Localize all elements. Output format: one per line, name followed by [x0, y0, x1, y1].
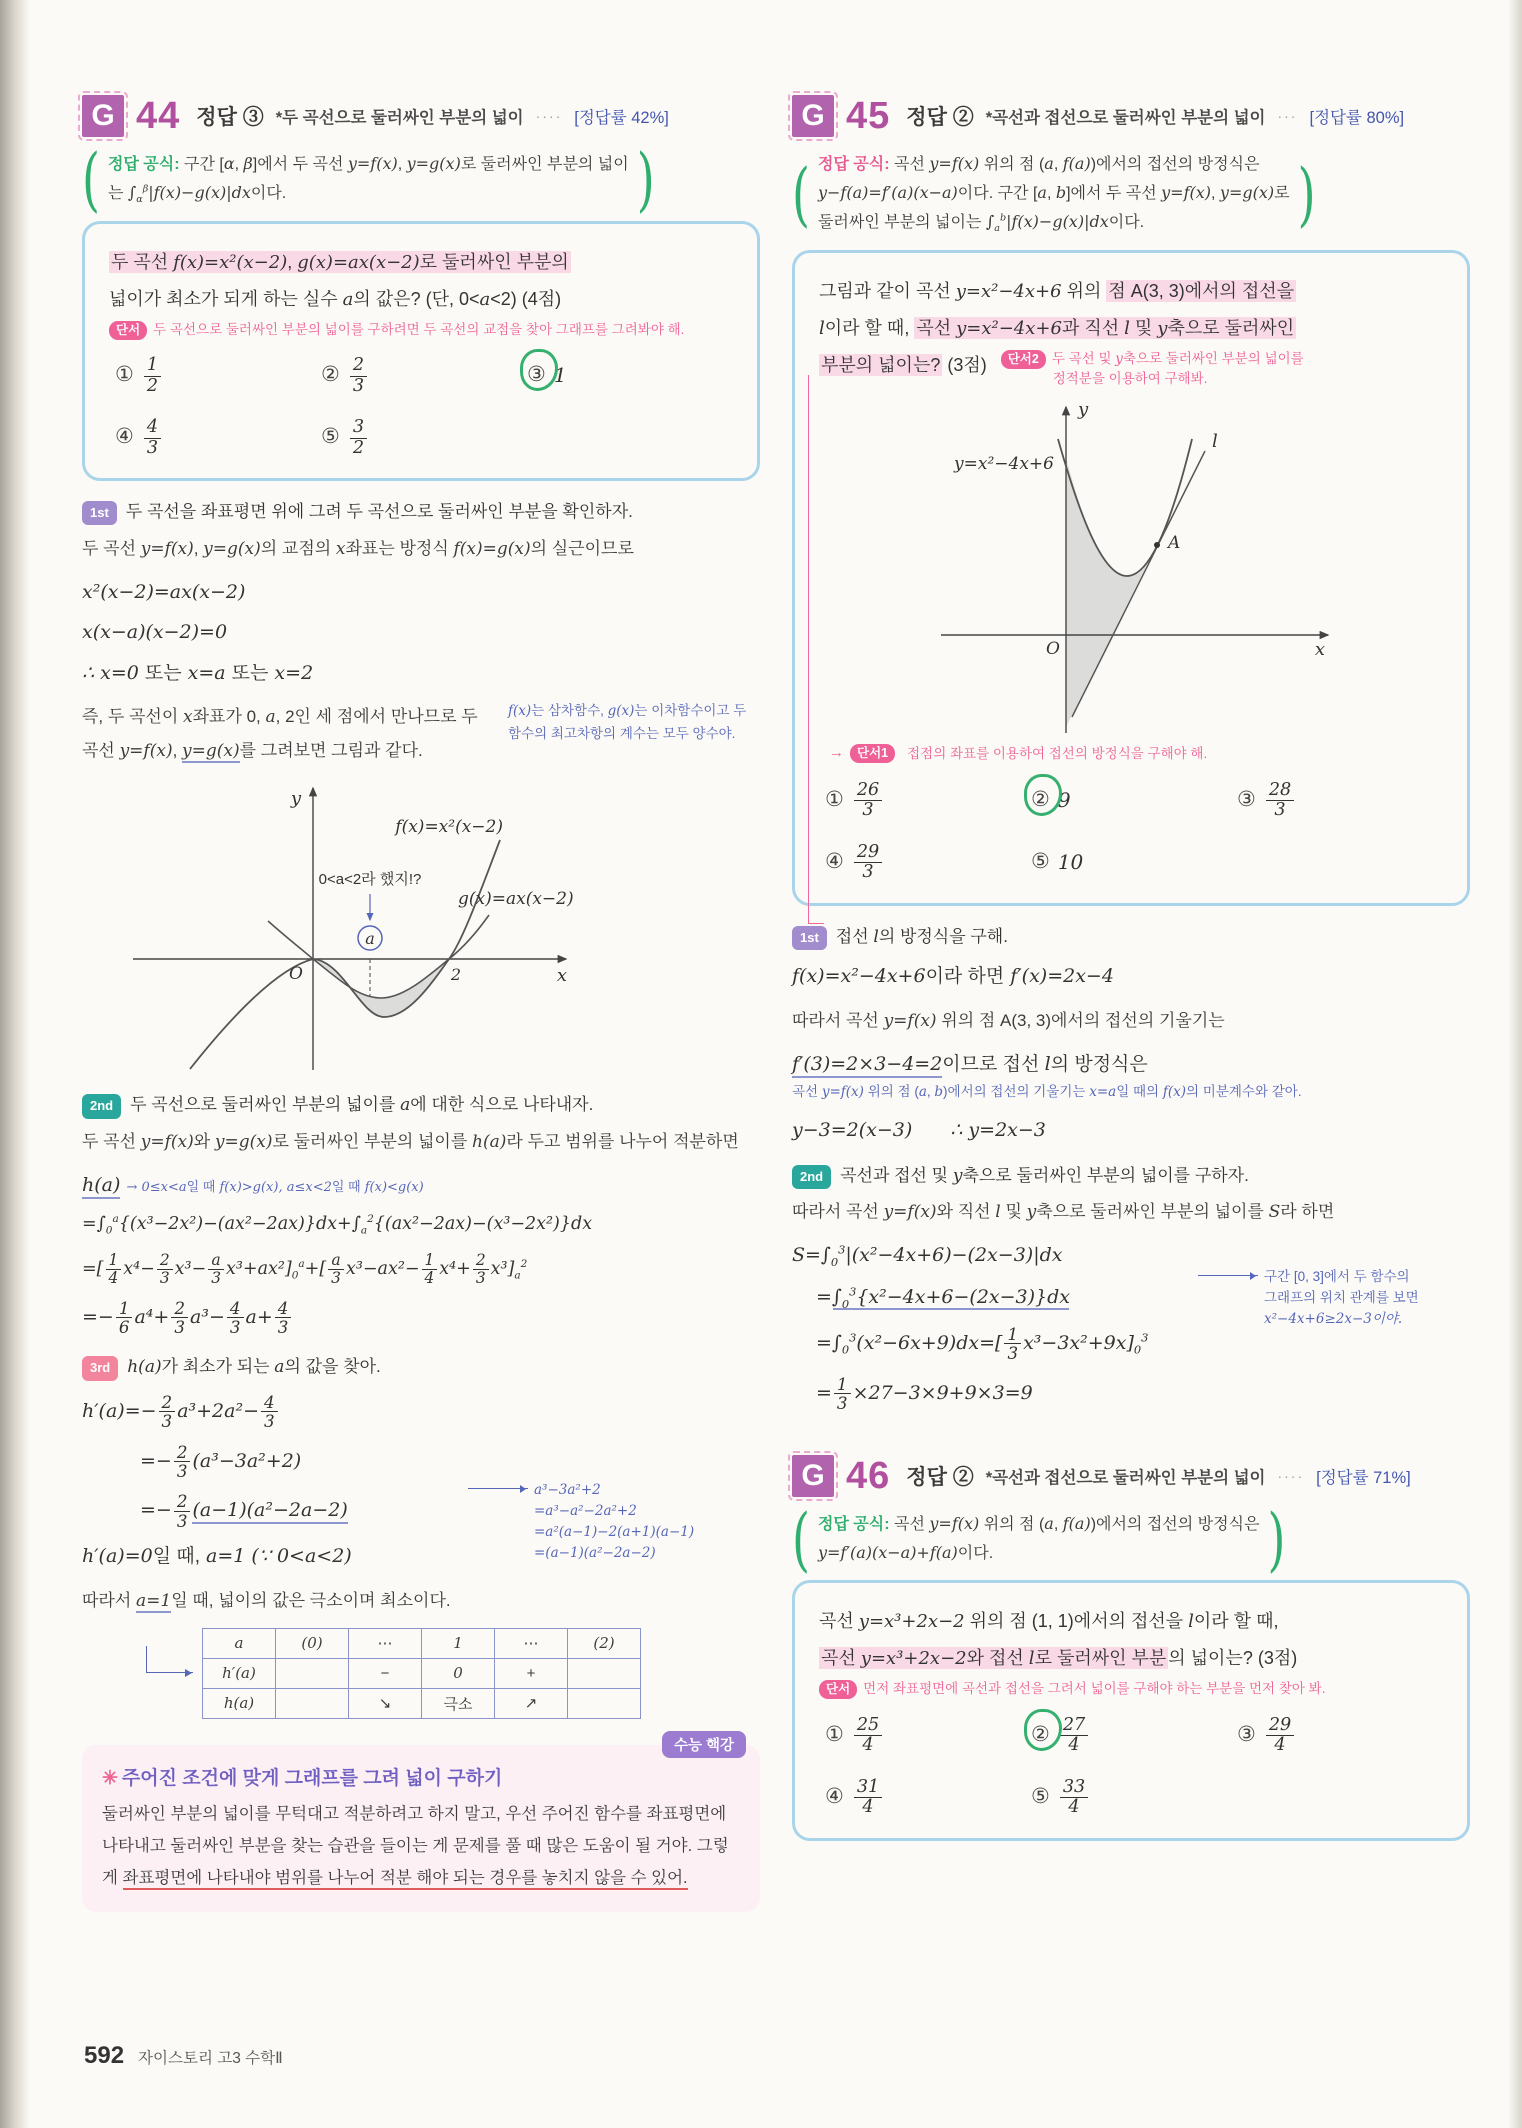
g44-equation: x²(x−2)=ax(x−2): [82, 580, 246, 603]
y-axis-label: y: [1078, 399, 1089, 421]
g44-problem-box: [82, 221, 760, 481]
option: ④ $\frac{29}{3}$: [825, 841, 1031, 883]
origin-label: O: [1046, 639, 1060, 660]
shaded-region: [1066, 457, 1157, 727]
g45-problem-line1: 그림과 같이 곡선 y=x²−4x+6 위의 점 A(3, 3)에서의 접선을: [819, 280, 1295, 302]
formula-line1: 구간 [α, β]에서 두 곡선 y=f(x), y=g(x)로 둘러싸인 부분의 넓이: [184, 154, 629, 173]
option: ⑤ $\frac{3}{2}$: [321, 416, 527, 458]
g46-problem-box: [792, 1580, 1470, 1840]
formula-bracket-open: (: [792, 1498, 810, 1580]
g44-paragraph: 두 곡선 y=f(x), y=g(x)의 교점의 x좌표는 방정식 f(x)=g(x)의 실근이므로: [82, 538, 634, 559]
g46-clue: 단서 먼저 좌표평면에 곡선과 접선을 그려서 넓이를 구해야 하는 부분을 먼저 찾아 봐.: [819, 1679, 1443, 1699]
g46-formula-text: [818, 1510, 1260, 1568]
g46-header: [792, 1452, 1470, 1500]
g44-paragraph-with-note: f(x)는 삼차함수, g(x)는 이차함수이고 두 함수의 최고차항의 계수는 모두 양수야. 즉, 두 곡선이 x좌표가 0, a, 2인 세 점에서 만나므로 두 곡선 y=f(x), y=g(x)를 그려보면 그림과 같다.: [82, 700, 760, 768]
g44-paragraph: 두 곡선 y=f(x)와 y=g(x)로 둘러싸인 부분의 넓이를 h(a)라 두고 범위를 나누어 적분하면: [82, 1131, 739, 1152]
g44-derivative3: =− $\frac{2}{3}$ (a−1)(a²−2a−2): [140, 1491, 348, 1531]
haekgang-body: 둘러싸인 부분의 넓이를 무턱대고 적분하려고 하지 말고, 우선 주어진 함수를 좌표평면에 나타내고 둘러싸인 부분을 찾는 습관을 들이는 게 문제를 풀 때 많은 도움이 될 거야. 그렇게 좌표평면에 나타내야 범위를 나누어 적분 해야 되는 경우를 놓치지 않을 수 있어.: [102, 1798, 740, 1895]
callout-label: 0<a<2라 했지!?: [318, 871, 422, 889]
formula-line1: 곡선 y=f(x) 위의 점 (a, f(a))에서의 접선의 방정식은: [894, 154, 1260, 173]
formula-bracket-close: ): [1297, 153, 1316, 235]
clue1-badge: 단서1: [850, 744, 895, 763]
option: ⑤ 10: [1031, 849, 1084, 874]
right-column: [792, 92, 1470, 1845]
option: ④ $\frac{4}{3}$: [115, 416, 321, 458]
g44-answer-rate: [정답률 42%]: [574, 109, 669, 127]
formula-line2: y−f(a)=f′(a)(x−a)이다. 구간 [a, b]에서 두 곡선 y=f(x), y=g(x)로: [817, 183, 1290, 202]
haekgang-heading: ✳ 주어진 조건에 맞게 그래프를 그려 넓이 구하기: [102, 1767, 503, 1789]
g45-problem-line2: l이라 할 때, 곡선 y=x²−4x+6과 직선 l 및 y축으로 둘러싸인: [819, 317, 1295, 339]
g44-formula-box: [82, 138, 760, 220]
clue-badge: 단서: [819, 1680, 857, 1699]
formula-line2: y=f′(a)(x−a)+f(a)이다.: [817, 1543, 994, 1563]
g45-formula-text: [818, 150, 1290, 238]
g45-problem-line3-row: [819, 347, 1443, 394]
x-axis-label: x: [1314, 639, 1326, 661]
g46-dots: ····: [1277, 1468, 1305, 1485]
side-calc-arrow: [468, 1488, 528, 1503]
g46-formula-box: [792, 1498, 1470, 1580]
g44-answer-label: 정답 ③: [196, 106, 264, 129]
g44-integral1: $=\int_0^a\{(x^3-2x^2)-(ax^2-2ax)\}dx+\int_a^2\{(ax^2-2ax)-(x^3-2x^2)\}dx$: [82, 1213, 593, 1237]
g44-section-badge: G: [82, 95, 124, 137]
g45-integral3: $=\int_0^3(x^2-6x+9)dx=$[ $\frac{1}{3}$ $x^3-3x^2+9x]_0^3$: [816, 1323, 1149, 1364]
g46-number: 46: [846, 1454, 891, 1497]
point-A: [1154, 542, 1160, 548]
g-curve-label: g(x)=ax(x−2): [458, 889, 574, 910]
g44-variation-table: a (0) ⋯ 1 ⋯ (2) h′(a) − 0 + h(a) ↘ 극소 ↗: [202, 1628, 641, 1719]
g44-side-calculation: a³−3a²+2 =a³−a²−2a²+2 =a²(a−1)−2(a+1)(a−1) =(a−1)(a²−2a−2): [534, 1480, 766, 1564]
formula-line2: 는 $\int_\alpha^\beta|f(x)-g(x)|dx$이다.: [107, 183, 287, 206]
step3-title: h(a)가 최소가 되는 a의 값을 찾아.: [127, 1357, 381, 1378]
option: ⑤ $\frac{33}{4}$: [1031, 1776, 1237, 1818]
g45-formula-box: [792, 150, 1470, 238]
formula-label: 정답 공식:: [817, 1516, 890, 1534]
g46-problem-line2: 곡선 y=x³+2x−2와 접선 l로 둘러싸인 부분 의 넓이는? (3점): [821, 1648, 1298, 1670]
step2-badge: 2nd: [792, 1165, 831, 1189]
g44-dots: ····: [535, 108, 563, 124]
g45-number: 45: [846, 94, 891, 137]
g45-step1: [792, 924, 1470, 950]
formula-bracket-close: ): [1267, 1498, 1286, 1580]
g45-integral2: $=\int_0^3\{x^2-4x+6-(2x-3)\}dx$: [816, 1284, 1071, 1311]
option: ③ $\frac{29}{4}$: [1237, 1714, 1443, 1756]
g45-clue1: → 단서1 접점의 좌표를 이용하여 접선의 방정식을 구해야 해.: [829, 742, 1443, 765]
asterisk-icon: ✳: [102, 1767, 118, 1789]
g44-clue: [109, 320, 733, 340]
curve-label: y=x²−4x+6: [954, 454, 1054, 475]
g44-graph: [118, 774, 588, 1074]
g45-dots: ···: [1277, 108, 1298, 124]
haekgang-badge: 수능 핵강: [662, 1731, 746, 1758]
option-correct: ③ 1: [527, 354, 733, 396]
g44-number: 44: [136, 94, 181, 137]
g44-conclusion: 따라서 a=1일 때, 넓이의 값은 극소이며 최소이다.: [82, 1590, 451, 1611]
step1-badge: 1st: [792, 926, 827, 950]
clue1-arrow: →: [829, 744, 844, 762]
g44-integral3: =− $\frac{1}{6}$ a⁴+ $\frac{2}{3}$ a³− $\frac{4}{3}$ a+ $\frac{4}{3}$: [82, 1299, 760, 1337]
g44-integral2: =[ $\frac{1}{4}$ x⁴− $\frac{2}{3}$ x³− $\frac{a}{3}$ $x^3+ax^2]_0^a+$[ $\frac{a}{3}$ x³−ax²− $\frac{1}{4}$ x⁴+ $\frac{2}{3}$ $x^3]_a^2$: [82, 1250, 528, 1287]
option: ④ $\frac{31}{4}$: [825, 1776, 1031, 1818]
step1-badge: 1st: [82, 501, 117, 525]
g46-problem-line1: 곡선 y=x³+2x−2 위의 점 (1, 1)에서의 접선을 l이라 할 때,: [819, 1611, 1279, 1633]
formula-line1: 곡선 y=f(x) 위의 점 (a, f(a))에서의 접선의 방정식은: [894, 1514, 1260, 1534]
formula-label: 정답 공식:: [817, 156, 890, 173]
formula-bracket-close: ): [636, 138, 655, 220]
g45-equation: f′(3)=2×3−4=2이므로 접선 l의 방정식은: [792, 1050, 1470, 1080]
g45-graph: [916, 395, 1346, 740]
g44-haekgang-box: [82, 1737, 760, 1913]
table-arrow-connector: [146, 1646, 193, 1673]
book-title: 자이스토리 고3 수학Ⅱ: [138, 2050, 283, 2067]
g46-section-badge: G: [792, 1455, 834, 1497]
page-number: 592: [84, 2042, 125, 2069]
g45-blue-note: 곡선 y=f(x) 위의 점 (a, b)에서의 접선의 기울기는 x=a일 때의 f(x)의 미분계수와 같아.: [792, 1084, 1302, 1101]
g45-problem-line3: 부분의 넓이는? (3점): [821, 354, 987, 375]
g44-step3: [82, 1354, 760, 1380]
clue2-badge: 단서2: [1001, 350, 1046, 369]
g45-problem-box: [792, 250, 1470, 906]
step2-title: 두 곡선으로 둘러싸인 부분의 넓이를 a에 대한 식으로 나타내자.: [130, 1095, 594, 1116]
x-axis-label: x: [556, 965, 568, 987]
clue-badge: 단서: [109, 321, 147, 340]
g45-integral1: $S=\int_0^3|(x^2-4x+6)-(2x-3)|dx$: [792, 1242, 1063, 1269]
A-label: A: [1168, 533, 1181, 554]
g46-options: [825, 1714, 1443, 1818]
g44-ha-line: h(a) → 0≤x<a일 때 f(x)>g(x), a≤x<2일 때 f(x)<g(x): [82, 1171, 760, 1200]
g45-section-badge: G: [792, 95, 834, 137]
g45-answer-label: 정답 ②: [906, 106, 974, 129]
g45-clue2: 단서2 두 곡선 및 y축으로 둘러싸인 부분의 넓이를 정적분을 이용하여 구해봐.: [1001, 349, 1304, 390]
option: ③ $\frac{28}{3}$: [1237, 779, 1443, 821]
option-correct: ② $\frac{27}{4}$: [1031, 1714, 1237, 1756]
origin-label: O: [289, 964, 303, 985]
page-edge-shadow-left: [0, 0, 30, 2128]
g45-title: *곡선과 접선으로 둘러싸인 부분의 넓이: [985, 109, 1266, 127]
g45-step2: [792, 1163, 1470, 1189]
formula-label: 정답 공식:: [107, 156, 180, 173]
option: ① $\frac{25}{4}$: [825, 1714, 1031, 1756]
g44-derivative4: h′(a)=0일 때, a=1 (∵ 0<a<2): [82, 1545, 352, 1568]
g46-title: *곡선과 접선으로 둘러싸인 부분의 넓이: [985, 1469, 1266, 1488]
g45-equation: f(x)=x²−4x+6이라 하면 f′(x)=2x−4: [792, 965, 1114, 988]
option: ① $\frac{26}{3}$: [825, 779, 1031, 821]
y-axis-label: y: [290, 788, 302, 810]
page-footer: [84, 2042, 283, 2070]
step3-badge: 3rd: [82, 1356, 118, 1380]
g44-equation: x(x−a)(x−2)=0: [82, 621, 228, 644]
option: ① $\frac{1}{2}$: [115, 354, 321, 396]
g44-formula-text: [108, 150, 629, 209]
step1-title: 접선 l의 방정식을 구해.: [835, 926, 1008, 947]
g46-answer-rate: [정답률 71%]: [1316, 1469, 1411, 1488]
step2-badge: 2nd: [82, 1094, 121, 1118]
formula-line3: 둘러싸인 부분의 넓이는 $\int_a^b|f(x)-g(x)|dx$이다.: [817, 212, 1145, 235]
g44-table-wrap: [82, 1628, 760, 1719]
g44-problem-line2: 넓이가 최소가 되게 하는 실수 a의 값은? (단, 0<a<2) (4점): [109, 288, 562, 310]
g44-derivative2: =− $\frac{2}{3}$ (a³−3a²+2): [140, 1441, 302, 1481]
g44-step1: [82, 499, 760, 525]
parabola-curve-g: [268, 915, 489, 998]
g46-answer-label: 정답 ②: [906, 1466, 974, 1490]
g45-paragraph: 따라서 곡선 y=f(x) 위의 점 A(3, 3)에서의 접선의 기울기는: [792, 1010, 1225, 1031]
clue1-connector: [808, 375, 819, 923]
step1-title: 두 곡선을 좌표평면 위에 그려 두 곡선으로 둘러싸인 부분을 확인하자.: [125, 502, 633, 522]
f-curve-label: f(x)=x²(x−2): [395, 817, 503, 838]
left-column: [82, 92, 760, 1912]
g45-equation: y−3=2(x−3) ∴ y=2x−3: [792, 1119, 1046, 1142]
g44-title: *두 곡선으로 둘러싸인 부분의 넓이: [275, 109, 524, 127]
g45-header: [792, 92, 1470, 140]
g44-step2: [82, 1092, 760, 1118]
option: ② $\frac{2}{3}$: [321, 354, 527, 396]
g45-side-note: 구간 [0, 3]에서 두 함수의 그래프의 위치 관계를 보면 x²−4x+6≥2x−3이야.: [1264, 1267, 1474, 1330]
g45-options: [825, 779, 1443, 883]
g44-side-note: f(x)는 삼차함수, g(x)는 이차함수이고 두 함수의 최고차항의 계수는 모두 양수야.: [508, 703, 747, 741]
formula-bracket-open: (: [792, 153, 810, 235]
g45-result: = $\frac{1}{3}$ ×27−3×9+9×3=9: [816, 1373, 1033, 1414]
clue-text: 두 곡선으로 둘러싸인 부분의 넓이를 구하려면 두 곡선의 교점을 찾아 그래프를 그려봐야 해.: [153, 321, 685, 337]
formula-bracket-open: (: [82, 138, 100, 220]
g44-derivative1: h′(a)=− $\frac{2}{3}$ a³+2a²− $\frac{4}{3}$: [82, 1393, 760, 1431]
option-correct: ② 9: [1031, 779, 1237, 821]
a-label: a: [365, 929, 375, 949]
g44-header: [82, 92, 760, 140]
x2-label: 2: [450, 965, 462, 985]
g45-answer-rate: [정답률 80%]: [1309, 109, 1405, 127]
side-note-arrow: [1198, 1275, 1258, 1290]
g44-options: [115, 354, 733, 458]
ha-condition-note: → 0≤x<a일 때 f(x)>g(x), a≤x<2일 때 f(x)<g(x): [126, 1178, 424, 1195]
page-edge-shadow-right: [1508, 0, 1522, 2128]
step2-title: 곡선과 접선 및 y축으로 둘러싸인 부분의 넓이를 구하자.: [840, 1165, 1249, 1186]
g45-paragraph: 따라서 곡선 y=f(x)와 직선 l 및 y축으로 둘러싸인 부분의 넓이를 S라 하면: [792, 1201, 1335, 1222]
g44-equation: ∴ x=0 또는 x=a 또는 x=2: [82, 661, 314, 684]
l-label: l: [1212, 431, 1218, 453]
g44-problem-line1: 두 곡선 f(x)=x²(x−2), g(x)=ax(x−2)로 둘러싸인 부분의: [111, 251, 569, 273]
